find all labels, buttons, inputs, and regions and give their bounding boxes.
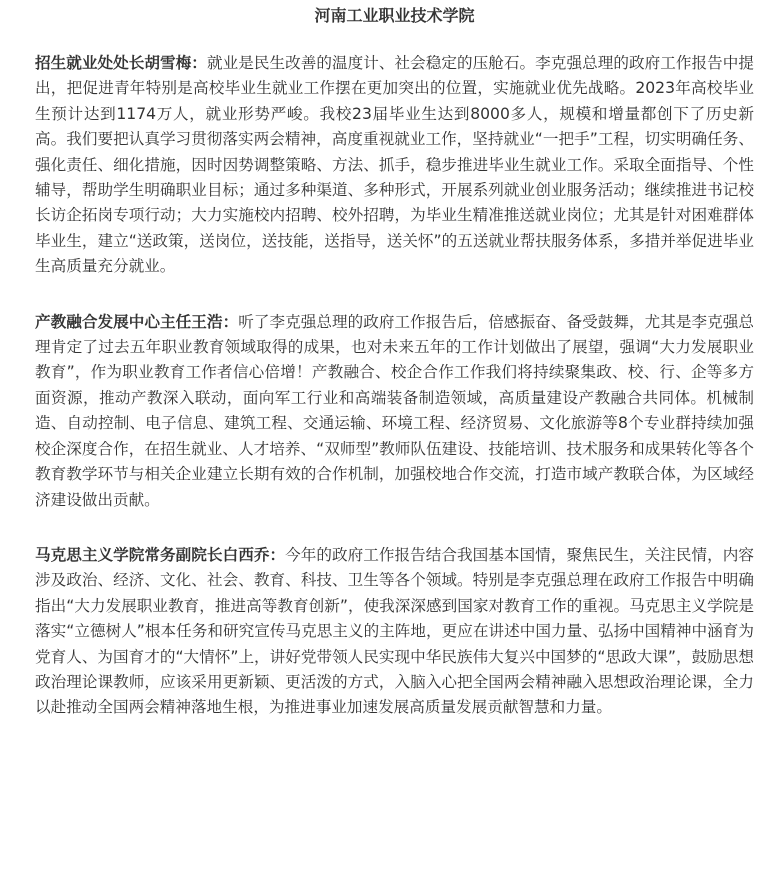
speaker-name: 马克思主义学院常务副院长白西乔：	[35, 545, 286, 564]
paragraph-text: 听了李克强总理的政府工作报告后，倍感振奋、备受鼓舞，尤其是李克强总理肯定了过去五年职业教育领域取得的成果，也对未来五年的工作计划做出了展望，强调“大力发展职业教育”，作为职业教育工作者信心倍增！产教融合、校企合作工作我们将持续聚集政、校、行、企等多方面资源，推动产教深入联动，面向军工行业和高端装备制造领域，高质量建设产教融合共同体。机械制造、自动控制、电子信息、建筑工程、交通运输、环境工程、经济贸易、文化旅游等8个专业群持续加强校企深度合作，在招生就业、人才培养、“双师型”教师队伍建设、技能培训、技术服务和成果转化等各个教育教学环节与相关企业建立长期有效的合作机制，加强校地合作交流，打造市域产教联合体，为区域经济建设做出贡献。	[35, 312, 755, 509]
article-paragraph	[35, 51, 754, 280]
article-paragraph	[35, 310, 754, 513]
speaker-name: 招生就业处处长胡雪梅：	[35, 54, 207, 72]
paragraph-text: 就业是民生改善的温度计、社会稳定的压舱石。李克强总理的政府工作报告中提出，把促进青年特别是高校毕业生就业工作摆在更加突出的位置，实施就业优先战略。2023年高校毕业生预计达到1174万人，就业形势严峻。我校23届毕业生达到8000多人，规模和增量都创下了历史新高。我们要把认真学习贯彻落实两会精神，高度重视就业工作，坚持就业“一把手”工程，切实明确任务、强化责任、细化措施，因时因势调整策略、方法、抓手，稳步推进毕业生就业工作。采取全面指导、个性辅导，帮助学生明确职业目标；通过多种渠道、多种形式，开展系列就业创业服务活动；继续推进书记校长访企拓岗专项行动；大力实施校内招聘、校外招聘，为毕业生精准推送就业岗位；尤其是针对困难群体毕业生，建立“送政策，送岗位，送技能，送指导，送关怀”的五送就业帮扶服务体系，多措并举促进毕业生高质量充分就业。	[35, 54, 754, 276]
article-title: 河南工业职业技术学院	[314, 6, 475, 25]
paragraph-text: 今年的政府工作报告结合我国基本国情，聚焦民生，关注民情，内容涉及政治、经济、文化、社会、教育、科技、卫生等各个领域。特别是李克强总理在政府工作报告中明确指出“大力发展职业教育，推进高等教育创新”，使我深深感到国家对教育工作的重视。马克思主义学院是落实“立德树人”根本任务和研究宣传马克思主义的主阵地，更应在讲述中国力量、弘扬中国精神中涵育为党育人、为国育才的“大情怀”上，讲好党带领人民实现中华民族伟大复兴中国梦的“思政大课”，鼓励思想政治理论课教师，应该采用更新颖、更活泼的方式，入脑入心把全国两会精神融入思想政治理论课，全力以赴推动全国两会精神落地生根，为推进事业加速发展高质量发展贡献智慧和力量。	[35, 545, 754, 717]
article-paragraph	[35, 543, 754, 721]
speaker-name: 产教融合发展中心主任王浩：	[35, 312, 239, 331]
